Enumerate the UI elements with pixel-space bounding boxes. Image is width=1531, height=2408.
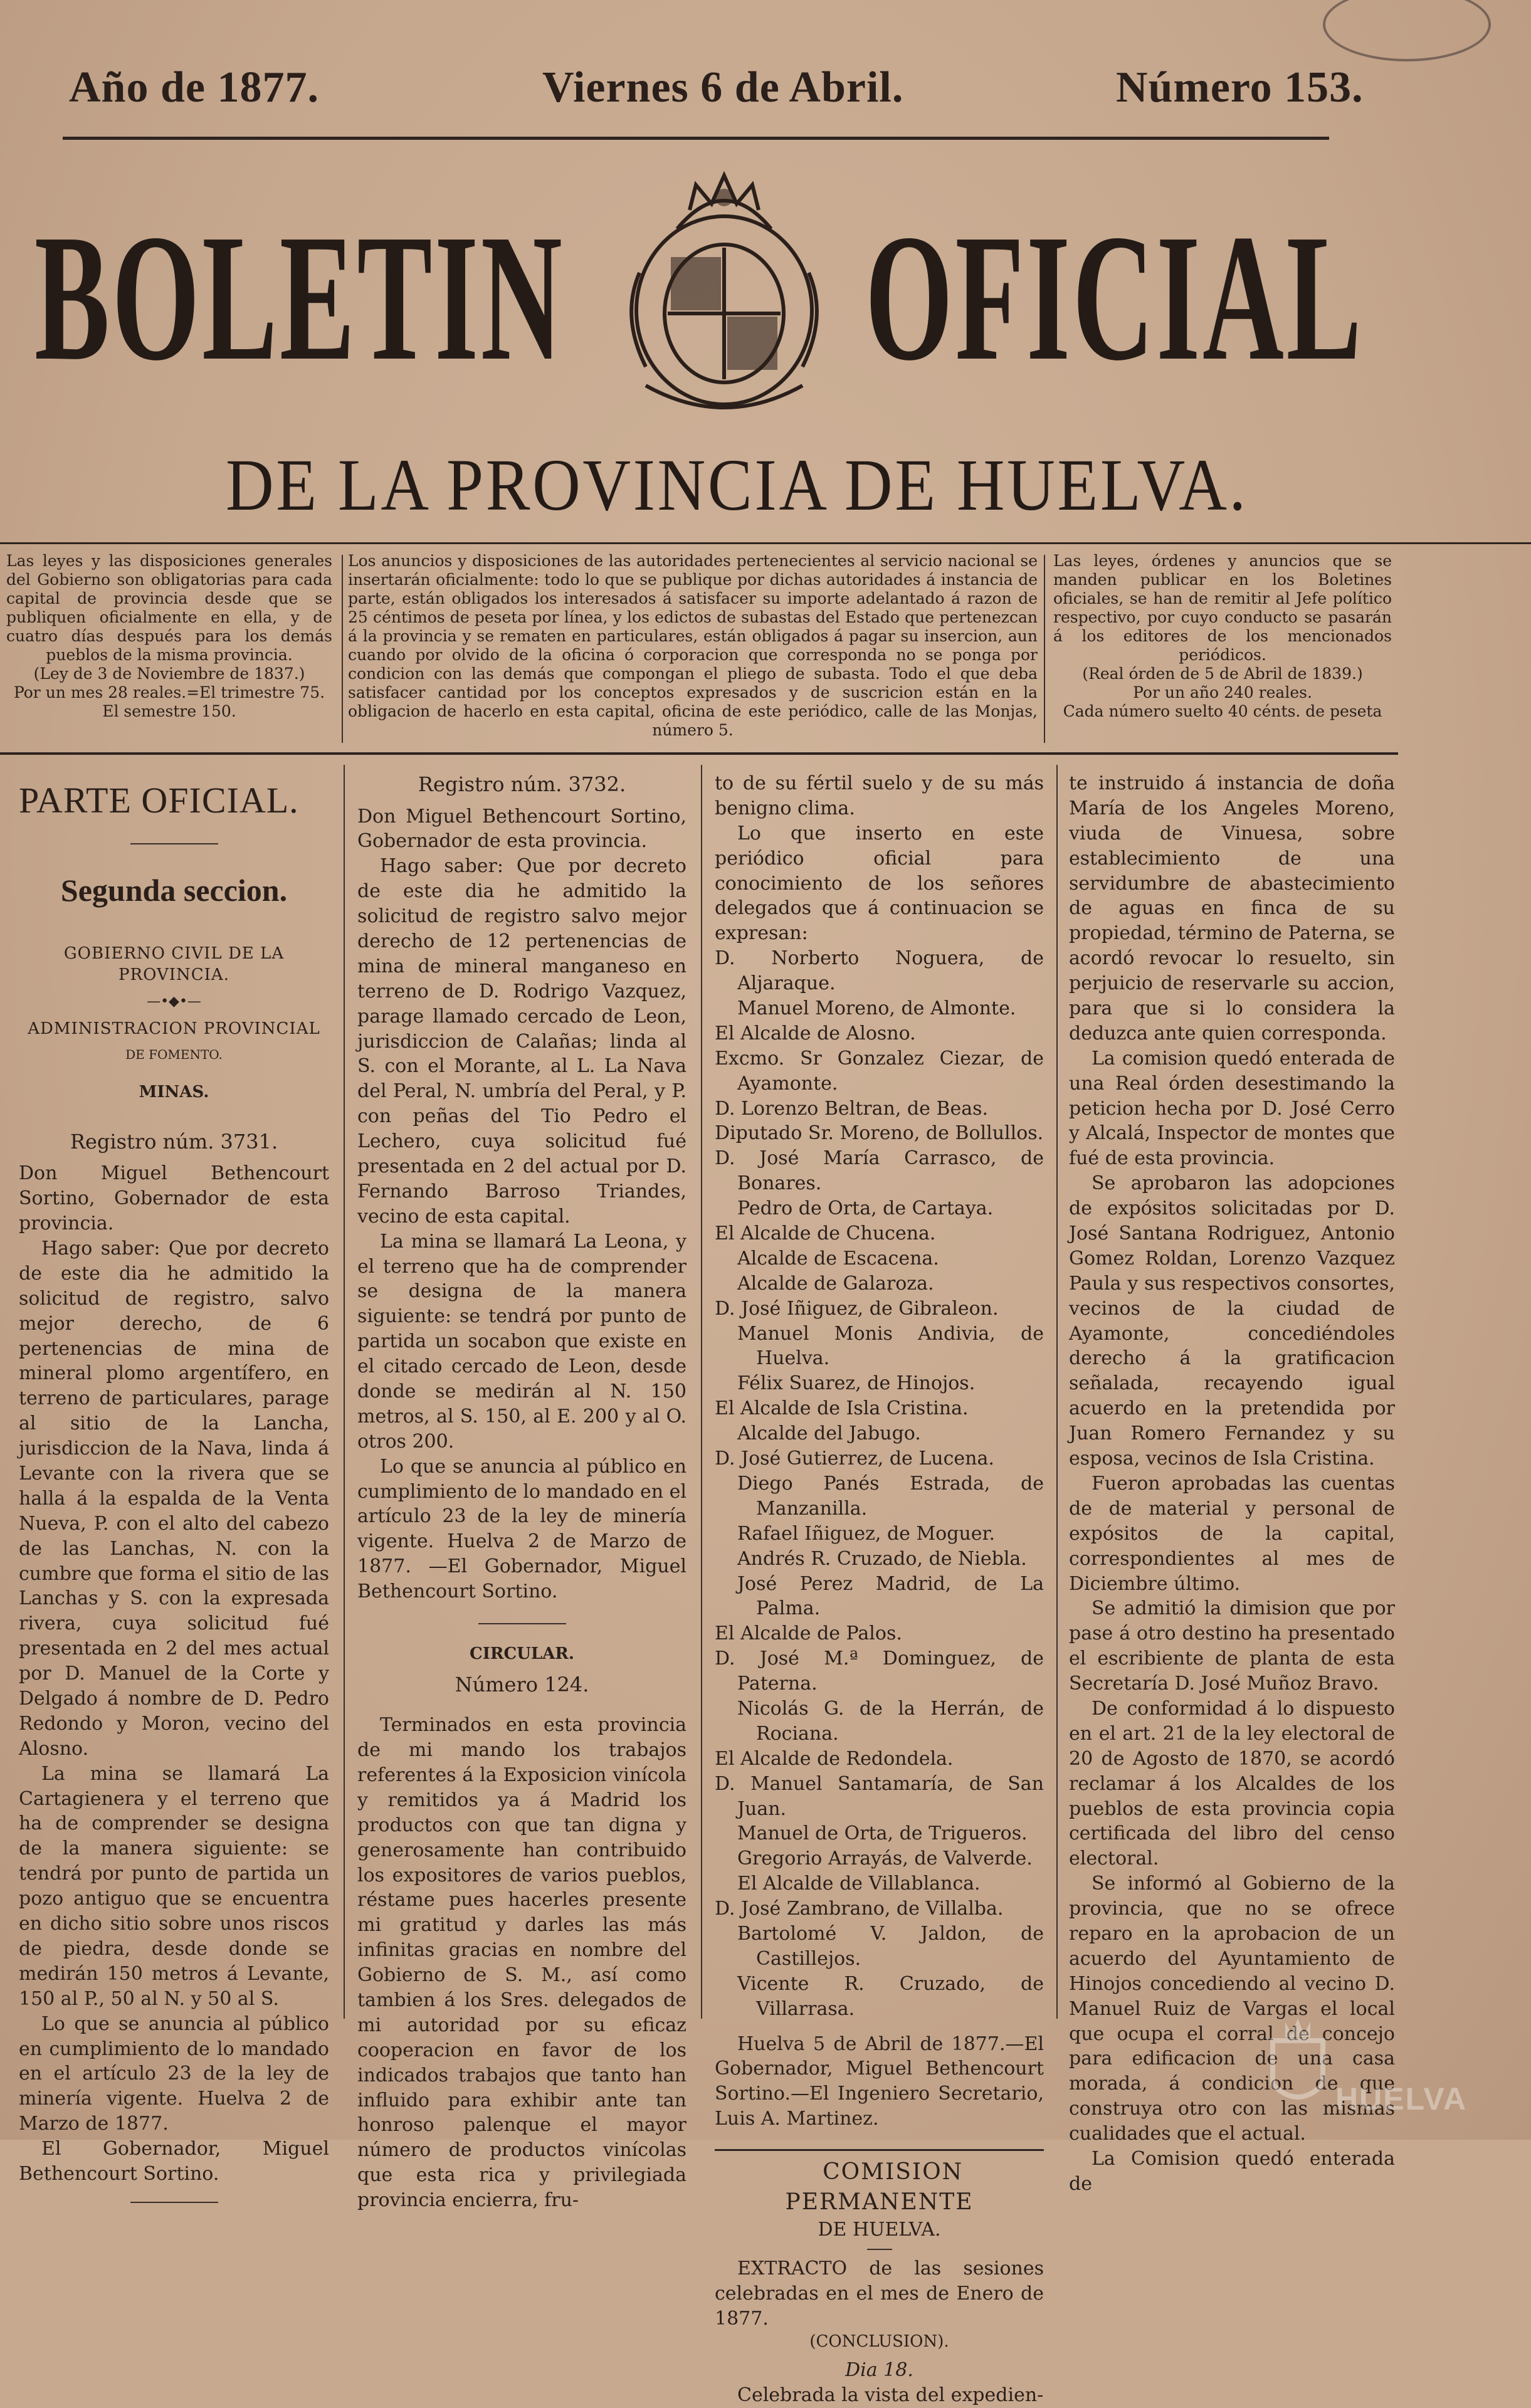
paragraph: La comision quedó enterada de una Real órden desestimando la peticion hecha por D. José Cerro y Alcalá, Inspector de montes que fué de esta provincia. [1069, 1047, 1395, 1170]
column-1 [19, 771, 329, 2209]
section-title-parte-oficial: PARTE OFICIAL. [19, 780, 299, 821]
paragraph: Se aprobaron las adopciones de expósitos solicitadas por D. José Santana Rodriguez, Antonio Gomez Roldan, Lorenzo Vazquez Paula y sus respectivos consortes, vecinos de la ciudad de Ayamonte, concediéndoles derecho á la gratificacion señalada, recayendo igual acuerdo en la pretendida por Juan Romero Fernandez y su esposa, vecinos de Isla Cristina. [1069, 1172, 1395, 1470]
archive-stamp [1323, 0, 1491, 61]
masthead-left: BOLETIN [34, 197, 565, 398]
paragraph: Fueron aprobadas las cuentas de de material y personal de expósitos de la capital, correspondientes al mes de Diciembre último. [1069, 1472, 1395, 1595]
archive-watermark [1266, 2016, 1473, 2122]
paragraph: Hago saber: Que por decreto de este dia he admitido la solicitud de registro, salvo mejor derecho, de 6 pertenencias de mina de mineral plomo argentífero, en terreno de particulares, parage al sitio de la Lancha, jurisdiccion de la Nava, linda á Levante con la rivera que se halla á la espalda de la Venta Nueva, P. con el alto del cabezo de las Lanchas, N. con la cumbre que forma el sitio de las Lanchas y S. con la expresada rivera, cuya solicitud fué presentada en 2 del mes actual por D. Manuel de la Corte y Delgado á nombre de D. Pedro Redondo y Moron, vecino del Alosno. [19, 1238, 329, 1760]
heading-administracion: ADMINISTRACION PROVINCIAL [28, 1019, 320, 1039]
list-item: D. Manuel Santamaría, de San Juan. [715, 1772, 1044, 1820]
dateline [0, 63, 1531, 119]
ornament-icon: —•◆•— [147, 993, 201, 1009]
list-item: Diego Panés Estrada, de Manzanilla. [737, 1472, 1044, 1520]
list-item: D. José Iñiguez, de Gibraleon. [715, 1297, 999, 1320]
heading-comision: COMISION PERMANENTE [785, 2159, 974, 2215]
list-item: Alcalde del Jabugo. [737, 1422, 921, 1445]
issue-year: Año de 1877. [69, 63, 319, 112]
list-item: Pedro de Orta, de Cartaya. [737, 1197, 994, 1220]
paragraph: Don Miguel Bethencourt Sortino, Gobernador de esta provincia. [357, 805, 687, 853]
section-title-segunda: Segunda seccion. [60, 873, 288, 908]
heading-fomento: DE FOMENTO. [125, 1046, 223, 1062]
list-item: José Perez Madrid, de La Palma. [737, 1572, 1044, 1620]
list-item: D. José Zambrano, de Villalba. [715, 1898, 1004, 1920]
column-divider-2 [701, 765, 702, 2019]
paragraph: Terminados en esta provincia de mi mando los trabajos referentes á la Exposicion vinícola y remitidos ya á Madrid los productos con que tan digna y generosamente han contribuido los expositores de varios pueblos, réstame pues hacerles presente mi gratitud y darles las más infinitas gracias en nombre del Gobierno de S. M., así como tambien á los Sres. delegados de mi autoridad por su eficaz cooperacion en favor de los indicados trabajos que tanto han influido para exhibir ante tan honroso palenque el mayor número de productos vinícolas que esta rica y privilegiada provincia encierra, fru- [357, 1714, 687, 2212]
list-item: Félix Suarez, de Hinojos. [737, 1372, 976, 1395]
list-item: Gregorio Arrayás, de Valverde. [737, 1848, 1033, 1870]
royal-coat-of-arms-icon [602, 160, 846, 423]
paragraph: Hago saber: Que por decreto de este dia he admitido la solicitud de registro salvo mejor derecho de 12 pertenencias de mina de mineral manganeso en terreno de D. Rodrigo Vazquez, parage llamado cercado de Leon, jurisdiccion de Calañas; linda al S. con el Morante, al L. La Nava del Peral, N. umbría del Peral, y P. con peñas del Tio Pedro el Lechero, cuya solicitud fué presentada en 2 del actual por D. Fernando Barroso Triandes, vecino de esta capital. [357, 855, 687, 1228]
top-rule [63, 137, 1329, 140]
paragraph: te instruido á instancia de doña María de los Angeles Moreno, viuda de Vinuesa, sobre establecimiento de una servidumbre de abastecimiento de aguas en finca de su propiedad, término de Paterna, se acordó revocar lo resuelto, sin perjuicio de reservarle su accion, para que si lo considera la deduzca ante quien corresponda. [1069, 772, 1395, 1044]
paragraph: Lo que inserto en este periódico oficial para conocimiento de los señores delegados que á continuacion se expresan: [715, 822, 1044, 945]
list-item: El Alcalde de Redondela. [715, 1747, 954, 1770]
notice-right [1053, 552, 1392, 721]
paragraph: La mina se llamará La Leona, y el terreno que ha de comprender se designa de la manera siguiente: se tendrá por punto de partida un socabon que existe en el citado cercado de Leon, desde donde se medirán al N. 150 metros, al S. 150, al E. 200 y al O. otros 200. [357, 1230, 687, 1453]
list-item: D. Lorenzo Beltran, de Beas. [715, 1097, 989, 1120]
list-item: Manuel de Orta, de Trigueros. [737, 1822, 1028, 1845]
list-item: Vicente R. Cruzado, de Villarrasa. [737, 1972, 1044, 2020]
column-divider-3 [1056, 765, 1058, 2019]
list-item: D. Norberto Noguera, de Aljaraque. [715, 947, 1044, 995]
notice-top-rule [0, 542, 1531, 544]
column-4 [1069, 771, 1395, 2197]
notice-right-single: Cada número suelto 40 cénts. de peseta [1063, 702, 1382, 720]
notice-left-prices2: El semestre 150. [102, 702, 236, 720]
divider [130, 2202, 218, 2203]
notice-center [348, 552, 1038, 740]
column-divider-1 [344, 765, 345, 2019]
list-item: Manuel Monis Andivia, de Huelva. [737, 1322, 1044, 1370]
list-item: Excmo. Sr Gonzalez Ciezar, de Ayamonte. [715, 1047, 1044, 1095]
paragraph: El Gobernador, Miguel Bethencourt Sortino. [19, 2138, 329, 2185]
list-item: Alcalde de Galaroza. [737, 1272, 934, 1295]
columns-top-rule [0, 752, 1398, 755]
paragraph: Celebrada la vista del expedien- [737, 2384, 1044, 2406]
paragraph: Lo que se anuncia al público en cumplimiento de lo mandado en el artículo 23 de la ley de minería vigente. Huelva 2 de Marzo de 1877. —El Gobernador, Miguel Bethencourt Sortino. [357, 1455, 687, 1603]
circular-number: Número 124. [455, 1672, 589, 1696]
heading-de-huelva: DE HUELVA. [818, 2218, 941, 2241]
signature: Huelva 5 de Abril de 1877.—El Gobernador, Miguel Bethencourt Sortino.—El Ingeniero Secretario, Luis A. Martinez. [715, 2032, 1044, 2130]
column-3 [715, 771, 1044, 2408]
list-item: El Alcalde de Isla Cristina. [715, 1397, 969, 1420]
divider [130, 843, 218, 844]
list-item: Rafael Iñiguez, de Moguer. [737, 1522, 996, 1545]
column-2 [357, 771, 687, 2213]
issue-date: Viernes 6 de Abril. [542, 63, 904, 112]
heading-circular: CIRCULAR. [470, 1644, 574, 1664]
list-item: Andrés R. Cruzado, de Niebla. [737, 1547, 1027, 1570]
heading-gobierno-civil: GOBIERNO CIVIL DE LA PROVINCIA. [63, 944, 285, 985]
list-item: El Alcalde de Palos. [715, 1622, 902, 1645]
notice-center-text: Los anuncios y disposiciones de las autoridades pertenecientes al servicio nacional se insertarán oficialmente: todo lo que se publique por dichas autoridades á instancia de parte, están obligados los interesados á satisfacer su importe adelantado á razon de 25 céntimos de peseta por línea, y los edictos de subastas del Estado que pertenezcan á la provincia y se rematen en particulares, están obligados á pagar su insercion, aun cuando por olvido de la oficina ó corporacion que corresponda no se ponga por condicion con las demás que compongan el pliego de subasta. Todo el que deba satisfacer cantidad por los conceptos expresados y de suscricion están en la obligacion de hacerlo en esta capital, oficina de este periódico, calle de las Monjas, número 5. [348, 552, 1038, 739]
masthead-right: OFICIAL [865, 197, 1364, 398]
masthead-subtitle: DE LA PROVINCIA DE HUELVA. [226, 444, 1248, 526]
paragraph: Se admitió la dimision que por pase á otro destino ha presentado el escribiente de planta de esta Secretaría D. José Muñoz Bravo. [1069, 1597, 1395, 1695]
delegates-list [715, 946, 1044, 2021]
huelva-crest-icon [1266, 2016, 1329, 2116]
divider [867, 2249, 892, 2250]
divider [715, 2149, 1044, 2151]
notice-left-text: Las leyes y las disposiciones generales del Gobierno son obligatorias para cada capital de provincia desde que se publiquen oficialmente en ella, y de cuatro días después para los demás pueblos de la misma provincia. [6, 552, 332, 664]
paragraph: La Comision quedó enterada de [1069, 2147, 1395, 2195]
list-item: D. José M.ª Dominguez, de Paterna. [715, 1648, 1044, 1695]
list-item: El Alcalde de Alosno. [715, 1022, 916, 1044]
list-item: Manuel Moreno, de Almonte. [737, 997, 1016, 1020]
list-item: Diputado Sr. Moreno, de Bollullos. [715, 1122, 1044, 1145]
notice-left [6, 552, 332, 721]
notice-right-text: Las leyes, órdenes y anuncios que se manden publicar en los Boletines oficiales, se han de remitir al Jefe político respectivo, por cuyo conducto se pasarán á los editores de los mencionados periódicos. [1053, 552, 1392, 664]
divider [478, 1623, 566, 1624]
list-item: D. José María Carrasco, de Bonares. [715, 1147, 1044, 1195]
list-item: Bartolomé V. Jaldon, de Castillejos. [737, 1922, 1044, 1970]
notice-divider-2 [1044, 555, 1045, 743]
notice-left-prices: Por un mes 28 reales.=El trimestre 75. [13, 683, 325, 702]
list-item: D. José Gutierrez, de Lucena. [715, 1448, 994, 1470]
conclusion: (CONCLUSION). [809, 2332, 949, 2352]
paragraph: Lo que se anuncia al público en cumplimiento de lo mandado en el artículo 23 de la ley de minería vigente. Huelva 2 de Marzo de 1877. [19, 2012, 329, 2135]
notice-right-prices: Por un año 240 reales. [1133, 683, 1312, 702]
issue-number: Número 153. [1116, 63, 1364, 112]
notice-divider-1 [342, 555, 343, 743]
paragraph: De conformidad á lo dispuesto en el art. 21 de la ley electoral de 20 de Agosto de 1870, se acordó reclamar á los Alcaldes de los pueblos de esta provincia copia certificada del libro del censo electoral. [1069, 1697, 1395, 1870]
paragraph: Se informó al Gobierno de la provincia, que no se ofrece reparo en la aprobacion de un acuerdo del Ayuntamiento de Hinojos concediendo al vecino D. Manuel Ruiz de Vargas el local que ocupa el corral de concejo para edificacion de una casa morada, á condicion de que construya otro con las mismas cualidades que el actual. [1069, 1873, 1395, 2145]
paragraph: La mina se llamará La Cartagienera y el terreno que ha de comprender se designa de la manera siguiente: se tendrá por punto de partida un pozo antiguo que se encuentra en dicho sitio sobre unos riscos de piedra, desde donde se medirán 150 metros á Levante, 150 al P., 50 al N. y 50 al S. [19, 1762, 329, 2010]
paragraph: Don Miguel Bethencourt Sortino, Gobernador de esta provincia. [19, 1162, 329, 1235]
list-item: Nicolás G. de la Herrán, de Rociana. [737, 1697, 1044, 1745]
notice-left-ref: (Ley de 3 de Noviembre de 1837.) [33, 665, 305, 683]
list-item: El Alcalde de Villablanca. [737, 1873, 981, 1895]
list-item: Alcalde de Escacena. [737, 1247, 939, 1270]
dia-18: Dia 18. [845, 2358, 913, 2381]
registro-3732: Registro núm. 3732. [418, 772, 626, 796]
notice-right-ref: (Real órden de 5 de Abril de 1839.) [1082, 665, 1363, 683]
list-item: El Alcalde de Chucena. [715, 1222, 936, 1245]
paragraph: to de su fértil suelo y de su más benigno clima. [715, 772, 1044, 819]
registro-3731: Registro núm. 3731. [70, 1129, 278, 1154]
extracto: EXTRACTO de las sesiones celebradas en el mes de Enero de 1877. [715, 2257, 1044, 2330]
watermark-text: HUELVA [1335, 2081, 1468, 2116]
heading-minas: MINAS. [139, 1083, 209, 1102]
